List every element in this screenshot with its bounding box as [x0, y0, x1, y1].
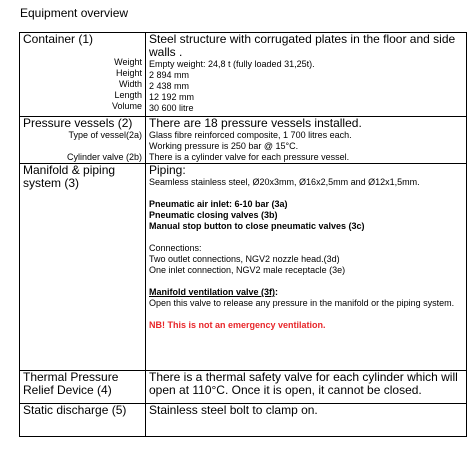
inlet-connection: One inlet connection, NGV2 male receptacle (3e) [149, 265, 346, 275]
equipment-table [19, 32, 467, 437]
vent-colon: : [275, 287, 279, 297]
static-desc-cell [146, 404, 467, 437]
table-row-thermal [20, 371, 467, 404]
table-row-pressure [20, 117, 467, 164]
static-label: Static discharge (5) [23, 403, 127, 417]
vent-heading: Manifold ventilation valve (3f) [149, 287, 276, 297]
container-desc-cell [146, 33, 467, 117]
air-inlet: Pneumatic air inlet: 6-10 bar (3a) [149, 199, 288, 209]
thermal-label-cell [20, 371, 146, 404]
closing-valves: Pneumatic closing valves (3b) [149, 210, 278, 220]
container-label-cell [20, 33, 146, 117]
table-row-static [20, 404, 467, 437]
vent-heading-line [149, 287, 466, 298]
stop-button-text: Manual stop button to close pneumatic valves (3c) [149, 221, 365, 231]
spec-label-length: Length [114, 90, 142, 100]
pressure-label-cell [20, 117, 146, 164]
vessel-type-label: Type of vessel(2a) [68, 130, 142, 140]
manifold-label-line2: system (3) [23, 176, 80, 190]
spec-value-width: 2 438 mm [149, 81, 190, 91]
manifold-label-line1: Manifold & piping [23, 163, 116, 177]
page-title: Equipment overview [20, 6, 129, 20]
spec-label-volume: Volume [111, 101, 142, 111]
pressure-label: Pressure vessels (2) [23, 116, 133, 130]
spec-label-height: Height [115, 68, 142, 78]
cylinder-valve-label: Cylinder valve (2b) [66, 152, 142, 162]
spec-label-width: Width [118, 79, 142, 89]
thermal-label-line1: Thermal Pressure [23, 370, 119, 384]
pressure-desc-cell [146, 117, 467, 164]
spec-value-volume: 30 600 litre [149, 103, 194, 113]
table-row-manifold [20, 164, 467, 371]
outlet-connections: Two outlet connections, NGV2 nozzle head.(3d) [149, 254, 340, 264]
cylinder-valve-value: There is a cylinder valve for each pressure vessel. [149, 152, 350, 162]
static-label-cell [20, 404, 146, 437]
spec-value-length: 12 192 mm [149, 92, 195, 102]
spec-label-weight: Weight [114, 57, 142, 67]
table-row-container [20, 33, 467, 117]
working-pressure: Working pressure is 250 bar @ 15°C. [149, 141, 299, 151]
pressure-description: There are 18 pressure vessels installed. [149, 116, 362, 130]
thermal-description: There is a thermal safety valve for each cylinder which will open at 110°C. Once it is open, it cannot be closed. [149, 370, 458, 397]
manifold-label-cell [20, 164, 146, 371]
spec-value-weight: Empty weight: 24,8 t (fully loaded 31,25t). [149, 59, 315, 69]
static-description: Stainless steel bolt to clamp on. [149, 403, 318, 417]
vessel-type-value: Glass fibre reinforced composite, 1 700 litres each. [149, 130, 352, 140]
thermal-label-line2: Relief Device (4) [23, 383, 112, 397]
emergency-warning: NB! This is not an emergency ventilation. [149, 320, 326, 330]
container-label: Container (1) [23, 32, 94, 46]
piping-heading: Piping: [149, 163, 186, 177]
connections-heading: Connections: [149, 243, 202, 253]
spec-value-height: 2 894 mm [149, 70, 190, 80]
container-description: Steel structure with corrugated plates in the floor and side walls . [149, 32, 456, 59]
vent-text: Open this valve to release any pressure in the manifold or the piping system. [149, 298, 455, 308]
piping-text: Seamless stainless steel, Ø20x3mm, Ø16x2,5mm and Ø12x1,5mm. [149, 177, 420, 187]
manifold-desc-cell [146, 164, 467, 371]
thermal-desc-cell [146, 371, 467, 404]
